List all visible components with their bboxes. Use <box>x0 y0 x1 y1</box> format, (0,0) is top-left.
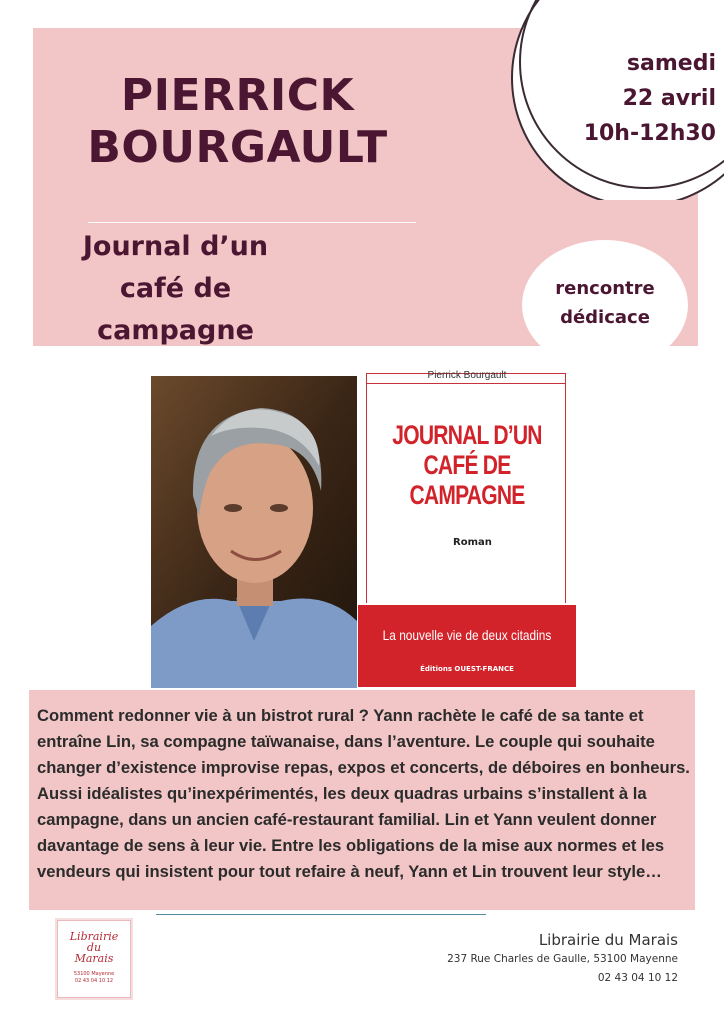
cover-tagline: La nouvelle vie de deux citadins <box>382 627 552 643</box>
logo-contact <box>58 971 130 985</box>
author-name: PIERRICK BOURGAULT <box>87 70 388 173</box>
book-title: Journal d’un café de campagne <box>82 231 269 346</box>
bottom-divider <box>156 914 486 915</box>
event-day: samedi <box>626 51 716 76</box>
cover-publisher: Éditions OUEST-FRANCE <box>420 665 514 673</box>
badge-line-2: dédicace <box>560 307 650 328</box>
author-photo <box>151 376 357 688</box>
logo-wordmark <box>58 931 130 964</box>
logo-city: 53100 Mayenne <box>73 971 115 977</box>
cover-author: Pierrick Bourgault <box>427 370 507 381</box>
logo-line-3: Marais <box>74 952 114 965</box>
event-date-time <box>560 46 716 151</box>
event-time: 10h-12h30 <box>583 121 716 146</box>
logo-phone: 02 43 04 10 12 <box>74 978 114 984</box>
cover-title: JOURNAL D’UN CAFÉ DE CAMPAGNE <box>392 420 542 510</box>
bookshop-logo <box>57 920 131 998</box>
book-cover <box>358 365 576 687</box>
shop-address: 237 Rue Charles de Gaulle, 53100 Mayenne <box>447 953 678 965</box>
cover-band <box>358 605 576 687</box>
shop-phone: 02 43 04 10 12 <box>597 972 678 984</box>
logo-line-2: du <box>86 941 102 954</box>
shop-name: Librairie du Marais <box>538 931 678 949</box>
event-type-label <box>540 274 670 332</box>
title-divider <box>88 222 416 223</box>
cover-genre: Roman <box>453 537 492 548</box>
book-summary: Comment redonner vie à un bistrot rural ? Yann rachète le café de sa tante et entraîne Lin, sa compagne taïwanaise, dans l’aventure. Le couple qui souhaite changer d’existence improvise repas, expos et concerts, de déboires en bonheurs. Aussi idéalistes qu’inexpérimentés, les deux quadras urbains s’installent à la campagne, dans un ancien café-restaurant familial. Lin et Yann veulent donner davantage de sens à leur vie. Entre les obligations de la mise aux normes et les vendeurs qui insistent pour tout refaire à neuf, Yann et Lin trouvent leur style… <box>37 706 690 881</box>
cover-rule <box>366 383 566 384</box>
event-date: 22 avril <box>622 86 716 111</box>
badge-line-1: rencontre <box>555 278 655 299</box>
logo-line-1: Librairie <box>69 930 119 943</box>
